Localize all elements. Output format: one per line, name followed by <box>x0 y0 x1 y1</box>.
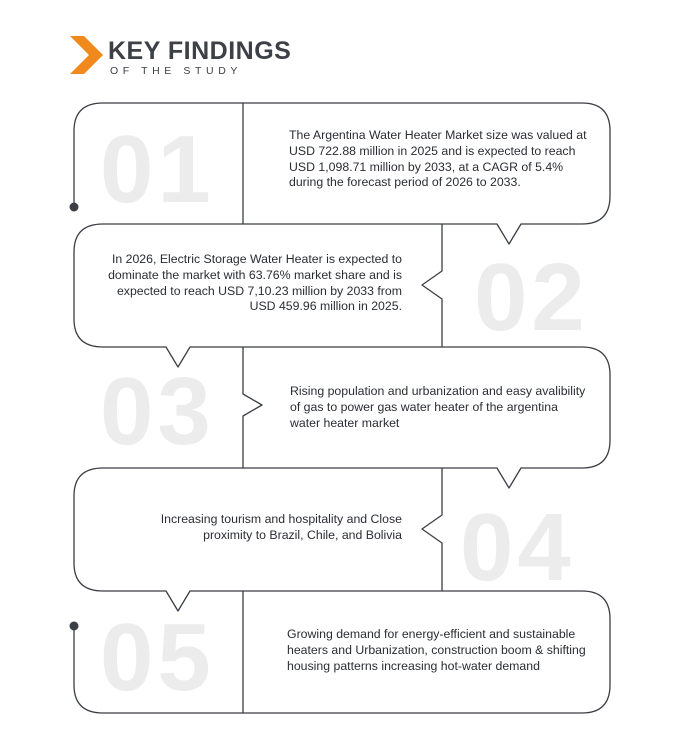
bullet-dot <box>70 203 79 212</box>
finding-text: Growing demand for energy-efficient and sustainable heaters and Urbanization, construction boom & shifting housing patterns increasing hot-water demand <box>287 627 586 673</box>
chevron-arrow-icon <box>70 36 104 74</box>
bullet-dot <box>70 622 79 631</box>
finding-text: Increasing tourism and hospitality and Close proximity to Brazil, Chile, and Bolivia <box>160 512 402 542</box>
finding-number: 05 <box>100 604 215 711</box>
finding-number: 01 <box>100 116 215 223</box>
page-title: KEY FINDINGS <box>108 37 292 65</box>
finding-number: 02 <box>474 244 589 351</box>
page-subtitle: OF THE STUDY <box>110 65 243 77</box>
finding-number: 03 <box>100 358 215 465</box>
finding-text: The Argentina Water Heater Market size was valued at USD 722.88 million in 2025 and is expected to reach USD 1,098.71 million by 2033, at a CAGR of 5.4% during the forecast period of 2026 to 2033. <box>289 128 587 190</box>
finding-number: 04 <box>460 494 575 601</box>
finding-text: In 2026, Electric Storage Water Heater is expected to dominate the market with 63.76% market share and is expected to reach USD 7,10.23 million by 2033 from USD 459.96 million in 2025. <box>108 252 402 314</box>
finding-text: Rising population and urbanization and easy avalibility of gas to power gas water heater of the argentina water heater market <box>290 384 586 430</box>
